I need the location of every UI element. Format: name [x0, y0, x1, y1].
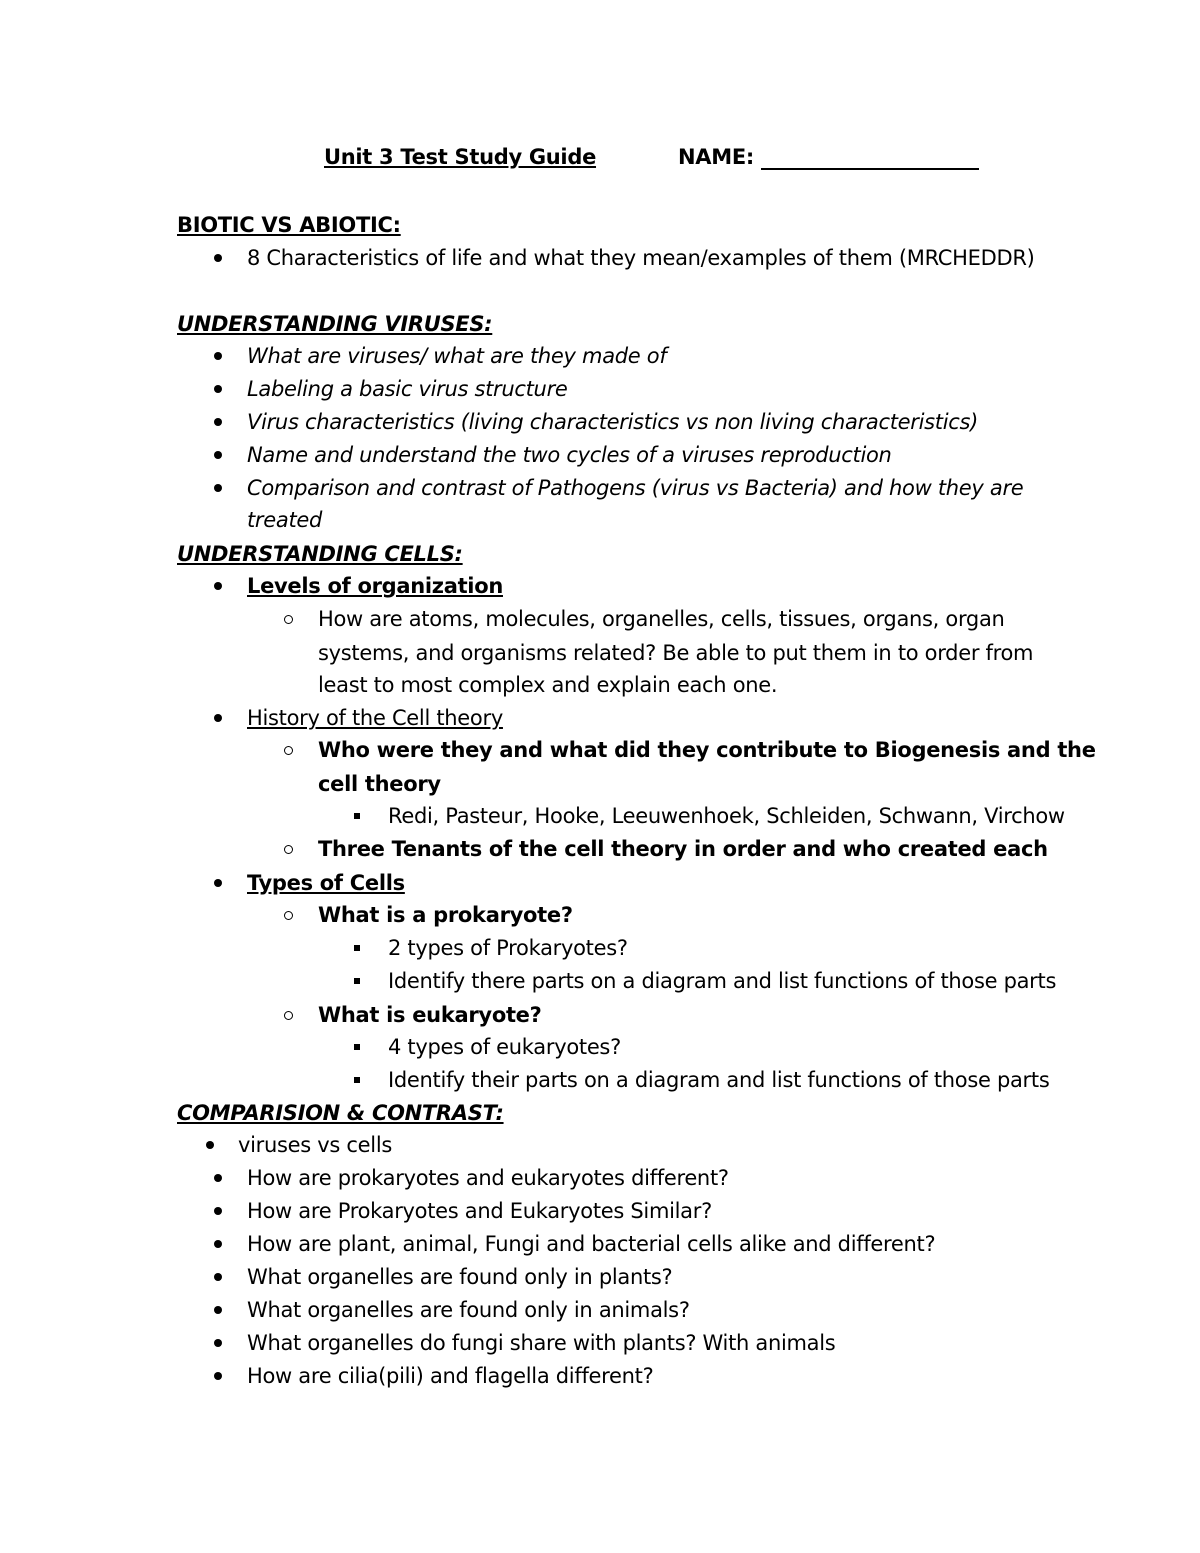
- bullet-icon: [214, 1372, 222, 1380]
- levels-of-organization: Levels of organization: [247, 574, 503, 598]
- sub-item: Who were they and what did they contribute to Biogenesis and the: [318, 738, 1096, 762]
- bullet-icon: [214, 1273, 222, 1281]
- sub-sub-item: Identify there parts on a diagram and list functions of those parts: [388, 969, 1057, 993]
- square-bullet-icon: [354, 813, 360, 819]
- list-item: What organelles do fungi share with plants? With animals: [247, 1331, 836, 1355]
- biotic-heading: BIOTIC VS ABIOTIC:: [177, 213, 401, 237]
- list-item: Name and understand the two cycles of a viruses reproduction: [247, 443, 892, 467]
- bullet-icon: [214, 352, 222, 360]
- bullet-icon: [214, 385, 222, 393]
- bullet-icon: [206, 1141, 214, 1149]
- bullet-icon: [214, 1207, 222, 1215]
- bullet-icon: [214, 714, 222, 722]
- sub-item: What is eukaryote?: [318, 1003, 542, 1027]
- list-item: What organelles are found only in animals?: [247, 1298, 690, 1322]
- sub-item: How are atoms, molecules, organelles, cells, tissues, organs, organ: [318, 607, 1005, 631]
- sub-sub-item: Redi, Pasteur, Hooke, Leeuwenhoek, Schleiden, Schwann, Virchow: [388, 804, 1065, 828]
- list-item: What are viruses/ what are they made of: [247, 344, 667, 368]
- history-of-cell-theory: History of the Cell theory: [247, 706, 503, 730]
- cells-heading: UNDERSTANDING CELLS:: [177, 542, 463, 566]
- sub-sub-item: 2 types of Prokaryotes?: [388, 936, 628, 960]
- circle-bullet-icon: [284, 1011, 293, 1020]
- list-item: How are cilia(pili) and flagella different?: [247, 1364, 654, 1388]
- square-bullet-icon: [354, 978, 360, 984]
- name-field[interactable]: [761, 168, 979, 170]
- bullet-icon: [214, 484, 222, 492]
- list-item-continued: treated: [247, 508, 323, 532]
- bullet-icon: [214, 254, 222, 262]
- sub-item-continued: cell theory: [318, 772, 441, 796]
- list-item: How are Prokaryotes and Eukaryotes Similar?: [247, 1199, 712, 1223]
- sub-sub-item: Identify their parts on a diagram and list functions of those parts: [388, 1068, 1050, 1092]
- viruses-heading: UNDERSTANDING VIRUSES:: [177, 312, 493, 336]
- circle-bullet-icon: [284, 911, 293, 920]
- bullet-icon: [214, 582, 222, 590]
- circle-bullet-icon: [284, 845, 293, 854]
- circle-bullet-icon: [284, 746, 293, 755]
- bullet-icon: [214, 1306, 222, 1314]
- list-item: How are plant, animal, Fungi and bacterial cells alike and different?: [247, 1232, 936, 1256]
- bullet-icon: [214, 1339, 222, 1347]
- square-bullet-icon: [354, 1044, 360, 1050]
- name-label: NAME:: [678, 145, 754, 169]
- comparison-heading: COMPARISION & CONTRAST:: [177, 1101, 504, 1125]
- types-of-cells: Types of Cells: [247, 871, 405, 895]
- list-item: Labeling a basic virus structure: [247, 377, 568, 401]
- sub-item: Three Tenants of the cell theory in order and who created each: [318, 837, 1048, 861]
- circle-bullet-icon: [284, 615, 293, 624]
- page-title: Unit 3 Test Study Guide: [324, 145, 597, 169]
- square-bullet-icon: [354, 1077, 360, 1083]
- sub-sub-item: 4 types of eukaryotes?: [388, 1035, 621, 1059]
- title-row: [324, 144, 754, 170]
- list-item: 8 Characteristics of life and what they mean/examples of them (MRCHEDDR): [247, 246, 1035, 270]
- bullet-icon: [214, 1174, 222, 1182]
- bullet-icon: [214, 418, 222, 426]
- list-item: How are prokaryotes and eukaryotes different?: [247, 1166, 729, 1190]
- square-bullet-icon: [354, 945, 360, 951]
- list-item: viruses vs cells: [238, 1133, 393, 1157]
- bullet-icon: [214, 1240, 222, 1248]
- sub-item-continued: systems, and organisms related? Be able to put them in to order from: [318, 641, 1034, 665]
- list-item: Comparison and contrast of Pathogens (virus vs Bacteria) and how they are: [247, 476, 1024, 500]
- sub-item: What is a prokaryote?: [318, 903, 573, 927]
- bullet-icon: [214, 451, 222, 459]
- list-item: What organelles are found only in plants?: [247, 1265, 673, 1289]
- bullet-icon: [214, 879, 222, 887]
- sub-item-continued: least to most complex and explain each one.: [318, 673, 778, 697]
- list-item: Virus characteristics (living characteristics vs non living characteristics): [247, 410, 979, 434]
